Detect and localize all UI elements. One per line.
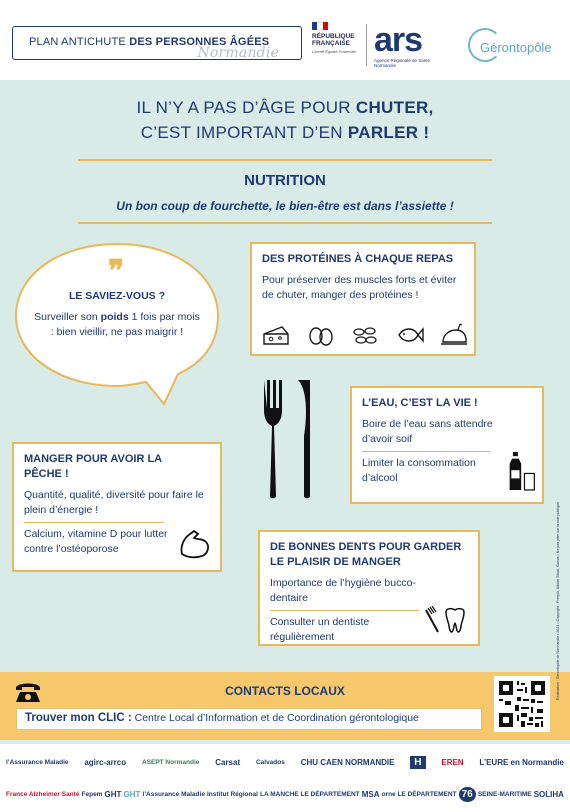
gerontopole-logo — [466, 26, 566, 66]
partner-logo: GHT — [104, 789, 122, 799]
eggs-icon — [307, 322, 335, 348]
french-flag-icon — [312, 22, 328, 30]
proteins-text: Pour préserver des muscles forts et éviter de chuter, manger des protéines ! — [262, 274, 457, 301]
water-bottle-icon — [508, 448, 536, 494]
contacts-section — [0, 672, 570, 740]
section-subtitle: Un bon coup de fourchette, le bien-être est dans l’assiette ! — [116, 199, 454, 213]
partner-logo: SOLIHA — [533, 789, 564, 799]
partner-logo: Fepem — [81, 790, 103, 798]
partner-logo: agirc-arrco — [84, 757, 127, 767]
food-icons — [262, 322, 468, 352]
clic-field — [16, 708, 482, 730]
water-title: L’EAU, C’EST LA VIE ! — [362, 397, 478, 409]
toothbrush-tooth-icon — [424, 606, 468, 636]
cheese-icon — [262, 322, 290, 348]
header-divider — [366, 24, 367, 66]
partner-logo: France Alzheimer Santé — [6, 790, 80, 798]
clic-label: Trouver mon CLIC : — [25, 712, 132, 724]
partner-logo: ASEPT Normandie — [141, 758, 200, 766]
partners-row-1 — [6, 748, 564, 776]
plan-bold: DES PERSONNES ÂGÉES — [129, 36, 270, 48]
teeth-text-2: Consulter un dentiste régulièrement — [270, 616, 370, 643]
contacts-title: CONTACTS LOCAUX — [225, 684, 345, 698]
energy-text-2: Calcium, vitamine D pour lutter contre l’ostéoporose — [24, 528, 168, 555]
partner-logo: SEINE-MARITIME — [477, 790, 532, 798]
water-divider — [362, 451, 490, 452]
title-line1-a: IL N’Y A PAS D’ÂGE POUR — [136, 98, 356, 117]
partner-logo: MSA — [361, 789, 380, 799]
bubble-title: LE SAVIEZ-VOUS ? — [68, 290, 166, 302]
credit-text: Réalisation : Gérontopôle de Normandie • 2023 • Copyright : Freepik, Adobe Stock, Canva • Ne pas jeter sur la voie publique — [556, 501, 560, 700]
partner-logo: LA MANCHE LE DÉPARTEMENT — [259, 790, 360, 798]
qr-code[interactable] — [494, 676, 550, 732]
partner-logo: Institut Régional — [207, 790, 258, 798]
beans-icon — [351, 322, 379, 348]
partner-logo: Carsat — [215, 757, 241, 767]
partners-footer — [0, 744, 570, 812]
did-you-know-bubble — [14, 242, 220, 406]
energy-text-1: Quantité, qualité, diversité pour faire le plein d’énergie ! — [24, 489, 204, 516]
partner-logo: l’Assurance Maladie — [142, 790, 205, 798]
partner-logo: L’EURE en Normandie — [479, 757, 564, 767]
plan-logo — [12, 26, 302, 60]
header — [0, 0, 570, 80]
page-title — [0, 95, 570, 145]
gerontopole-name: Gérontopôle — [480, 40, 552, 55]
partner-logo: 76 — [459, 787, 476, 802]
partner-logo: EREN — [441, 757, 464, 767]
teeth-box — [258, 530, 480, 646]
ars-logo — [374, 22, 454, 70]
plan-prefix: PLAN ANTICHUTE — [29, 36, 130, 48]
rf-line1: RÉPUBLIQUE — [312, 33, 355, 40]
title-line1-b: CHUTER, — [355, 98, 434, 117]
proteins-box — [250, 242, 476, 356]
teeth-divider — [270, 610, 419, 611]
energy-title: MANGER POUR AVOIR LA PÊCHE ! — [24, 453, 162, 480]
muscle-icon — [178, 528, 212, 560]
republique-francaise-logo — [312, 22, 364, 72]
clic-value: Centre Local d’Information et de Coordination gérontologique — [131, 712, 419, 724]
energy-box — [12, 442, 222, 572]
partner-logo: H — [410, 756, 425, 769]
water-box — [350, 386, 544, 504]
plan-region: Normandie — [197, 45, 279, 61]
partners-row-2 — [6, 780, 564, 808]
fish-icon — [396, 322, 424, 348]
ars-name: ars — [374, 21, 423, 59]
partner-logo: l’Assurance Maladie — [6, 758, 69, 766]
divider-top — [78, 159, 492, 161]
partner-logo: Calvados — [255, 758, 285, 766]
partner-logo: GHT — [123, 789, 141, 799]
section-title: NUTRITION — [244, 172, 326, 189]
bubble-text: Surveiller son poids 1 fois par mois : bien vieillir, ne pas maigrir ! — [34, 311, 200, 338]
water-text-1: Boire de l’eau sans attendre d’avoir soif — [362, 418, 493, 445]
ars-sub2: Normandie — [374, 63, 397, 68]
teeth-text-1: Importance de l’hygiène bucco-dentaire — [270, 577, 416, 604]
rf-line2: FRANÇAISE — [312, 40, 350, 47]
chicken-icon — [440, 322, 468, 348]
divider-bottom — [78, 222, 492, 224]
ars-sub1: Agence Régionale de Santé — [374, 58, 431, 63]
cutlery-icon — [258, 380, 318, 500]
energy-divider — [24, 522, 164, 523]
title-line2-b: PARLER ! — [347, 123, 430, 142]
title-line2-a: C’EST IMPORTANT D’EN — [140, 123, 348, 142]
teeth-title: DE BONNES DENTS POUR GARDER LE PLAISIR DE MANGER — [270, 541, 462, 568]
proteins-title: DES PROTÉINES À CHAQUE REPAS — [262, 253, 454, 265]
rf-motto: Liberté Égalité Fraternité — [312, 49, 356, 54]
water-text-2: Limiter la consommation d’alcool — [362, 457, 476, 484]
partner-logo: CHU CAEN NORMANDIE — [300, 757, 395, 767]
quote-icon: ❞ — [108, 254, 125, 289]
partner-logo: orne LE DÉPARTEMENT — [381, 790, 457, 798]
